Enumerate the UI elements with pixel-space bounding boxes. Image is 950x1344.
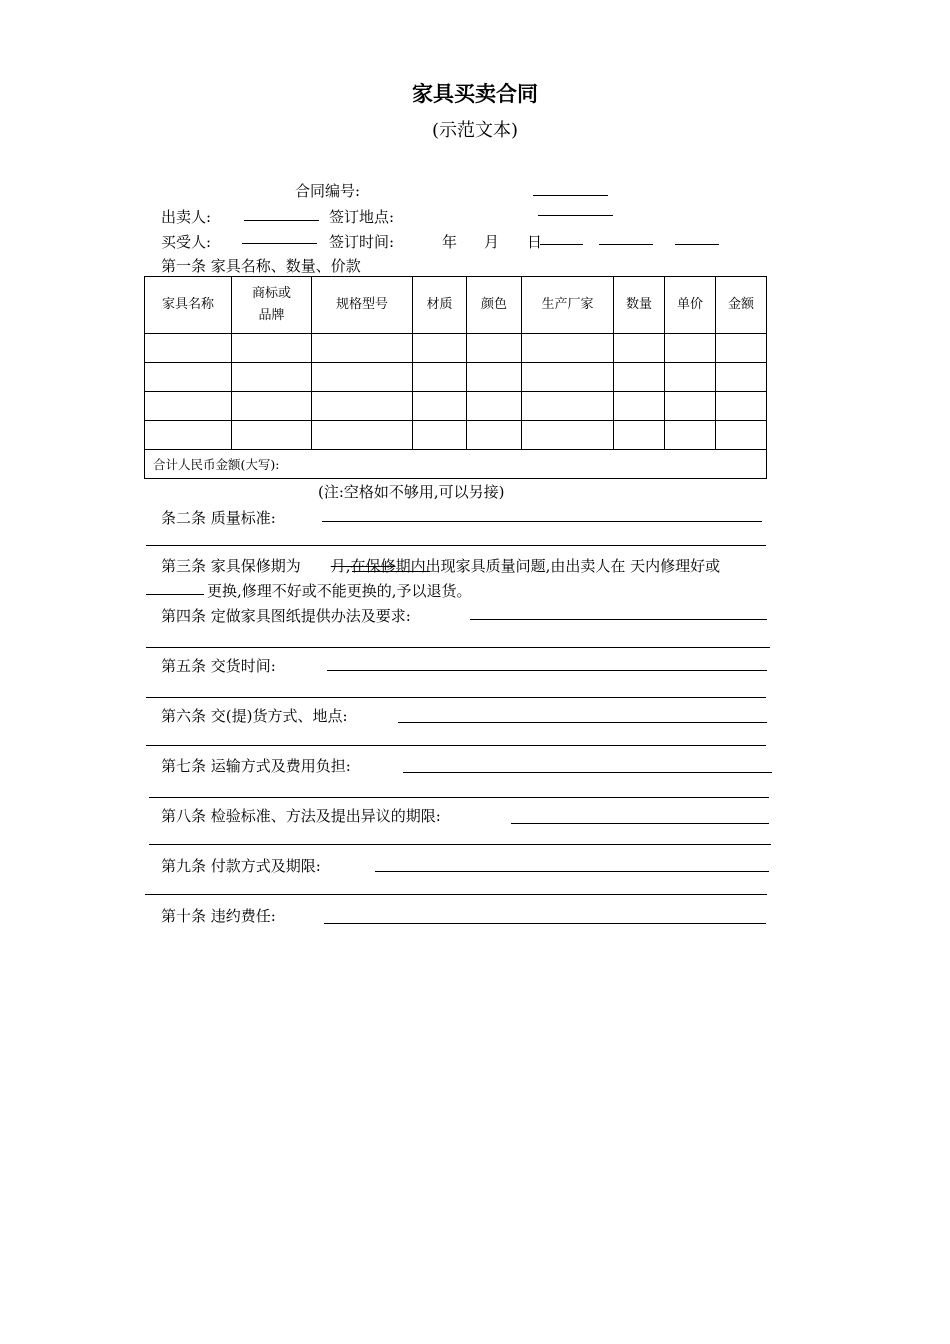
table-total-row bbox=[145, 450, 767, 479]
table-cell[interactable] bbox=[312, 334, 413, 363]
article-3-line-1 bbox=[161, 555, 720, 576]
article-8-blank-1 bbox=[511, 823, 769, 824]
article-2-blank-2 bbox=[146, 545, 766, 546]
table-cell[interactable] bbox=[614, 392, 665, 421]
article-4-blank-1 bbox=[470, 619, 767, 620]
total-amount-cell: 合计人民币金额(大写): bbox=[145, 450, 767, 479]
table-cell[interactable] bbox=[232, 363, 312, 392]
col-header-brand-line2: 品牌 bbox=[258, 308, 285, 323]
article-2-label: 条二条 质量标准: bbox=[161, 509, 276, 527]
table-cell[interactable] bbox=[145, 334, 232, 363]
table-cell[interactable] bbox=[413, 334, 467, 363]
table-cell[interactable] bbox=[716, 363, 767, 392]
contract-number-blank bbox=[533, 195, 608, 196]
col-header-quantity: 数量 bbox=[614, 277, 665, 334]
table-cell[interactable] bbox=[716, 392, 767, 421]
table-cell[interactable] bbox=[232, 421, 312, 450]
table-row bbox=[145, 421, 767, 450]
table-cell[interactable] bbox=[467, 421, 522, 450]
article-5-blank-2 bbox=[146, 697, 766, 698]
sign-time-blank-2 bbox=[599, 244, 653, 245]
document-subtitle: (示范文本) bbox=[431, 120, 519, 141]
table-note: (注:空格如不够用,可以另接) bbox=[318, 483, 505, 501]
article-9-label: 第九条 付款方式及期限: bbox=[161, 857, 321, 875]
table-cell[interactable] bbox=[232, 334, 312, 363]
table-cell[interactable] bbox=[614, 421, 665, 450]
article-3-month: 月,在保修 bbox=[330, 557, 396, 575]
table-cell[interactable] bbox=[232, 392, 312, 421]
table-cell[interactable] bbox=[665, 421, 716, 450]
buyer-blank bbox=[242, 243, 317, 244]
sign-place-blank bbox=[538, 215, 613, 216]
col-header-unit-price: 单价 bbox=[665, 277, 716, 334]
article-10-label: 第十条 违约费任: bbox=[161, 907, 276, 925]
col-header-brand bbox=[232, 277, 312, 334]
article-6-label: 第六条 交(提)货方式、地点: bbox=[161, 707, 348, 725]
furniture-items-table bbox=[144, 276, 767, 479]
article-3-month-blank bbox=[352, 571, 430, 572]
table-cell[interactable] bbox=[614, 363, 665, 392]
article-2-blank-1 bbox=[322, 521, 762, 522]
article-8-label: 第八条 检验标准、方法及提出异议的期限: bbox=[161, 807, 441, 825]
article-5-label: 第五条 交货时间: bbox=[161, 657, 276, 675]
article-3-line-2: 更换,修理不好或不能更换的,予以退货。 bbox=[207, 582, 472, 600]
col-header-manufacturer: 生产厂家 bbox=[522, 277, 614, 334]
table-cell[interactable] bbox=[312, 392, 413, 421]
document-title: 家具买卖合同 bbox=[412, 82, 538, 106]
table-cell[interactable] bbox=[413, 392, 467, 421]
article-1-heading: 第一条 家具名称、数量、价款 bbox=[161, 257, 361, 275]
col-header-amount: 金额 bbox=[716, 277, 767, 334]
table-row bbox=[145, 334, 767, 363]
table-cell[interactable] bbox=[665, 334, 716, 363]
article-7-label: 第七条 运输方式及费用负担: bbox=[161, 757, 351, 775]
table-cell[interactable] bbox=[665, 392, 716, 421]
article-9-blank-2 bbox=[145, 894, 767, 895]
article-3-days-blank bbox=[146, 594, 204, 595]
table-cell[interactable] bbox=[467, 363, 522, 392]
table-cell[interactable] bbox=[312, 421, 413, 450]
table-cell[interactable] bbox=[145, 392, 232, 421]
article-9-blank-1 bbox=[375, 871, 769, 872]
table-cell[interactable] bbox=[522, 334, 614, 363]
sign-place-label: 签订地点: bbox=[329, 208, 395, 226]
seller-label: 出卖人: bbox=[161, 208, 212, 226]
table-row bbox=[145, 363, 767, 392]
sign-time-label: 签订时间: bbox=[329, 233, 395, 251]
table-cell[interactable] bbox=[145, 363, 232, 392]
table-cell[interactable] bbox=[665, 363, 716, 392]
sign-time-blank-1 bbox=[540, 244, 583, 245]
article-3-start: 第三条 家具保修期为 bbox=[161, 557, 301, 575]
col-header-material: 材质 bbox=[413, 277, 467, 334]
table-cell[interactable] bbox=[145, 421, 232, 450]
buyer-label: 买受人: bbox=[161, 233, 212, 251]
col-header-model: 规格型号 bbox=[312, 277, 413, 334]
table-cell[interactable] bbox=[614, 334, 665, 363]
col-header-brand-line1: 商标或 bbox=[251, 286, 291, 301]
col-header-color: 颜色 bbox=[467, 277, 522, 334]
table-header-row bbox=[145, 277, 767, 334]
table-cell[interactable] bbox=[467, 334, 522, 363]
table-cell[interactable] bbox=[467, 392, 522, 421]
article-6-blank-2 bbox=[146, 745, 766, 746]
article-4-label: 第四条 定做家具图纸提供办法及要求: bbox=[161, 607, 411, 625]
table-cell[interactable] bbox=[522, 363, 614, 392]
contract-number-label: 合同编号: bbox=[295, 182, 361, 200]
article-5-blank-1 bbox=[327, 670, 767, 671]
article-3-mid: 期内出现家具质量问题,由出卖人在 天内修理好或 bbox=[395, 557, 721, 575]
table-cell[interactable] bbox=[413, 363, 467, 392]
sign-time-blank-3 bbox=[675, 244, 719, 245]
article-8-blank-2 bbox=[149, 844, 771, 845]
article-6-blank-1 bbox=[398, 722, 767, 723]
table-cell[interactable] bbox=[312, 363, 413, 392]
article-10-blank-1 bbox=[324, 923, 766, 924]
table-cell[interactable] bbox=[413, 421, 467, 450]
table-cell[interactable] bbox=[522, 421, 614, 450]
table-row bbox=[145, 392, 767, 421]
seller-blank bbox=[244, 220, 319, 221]
article-4-blank-2 bbox=[146, 647, 770, 648]
sign-day-label: 日 bbox=[527, 233, 543, 251]
table-cell[interactable] bbox=[522, 392, 614, 421]
sign-month-label: 月 bbox=[484, 233, 500, 251]
sign-year-label: 年 bbox=[442, 233, 458, 251]
article-7-blank-1 bbox=[403, 772, 772, 773]
table-cell[interactable] bbox=[716, 334, 767, 363]
table-cell[interactable] bbox=[716, 421, 767, 450]
col-header-name: 家具名称 bbox=[145, 277, 232, 334]
article-7-blank-2 bbox=[149, 797, 769, 798]
